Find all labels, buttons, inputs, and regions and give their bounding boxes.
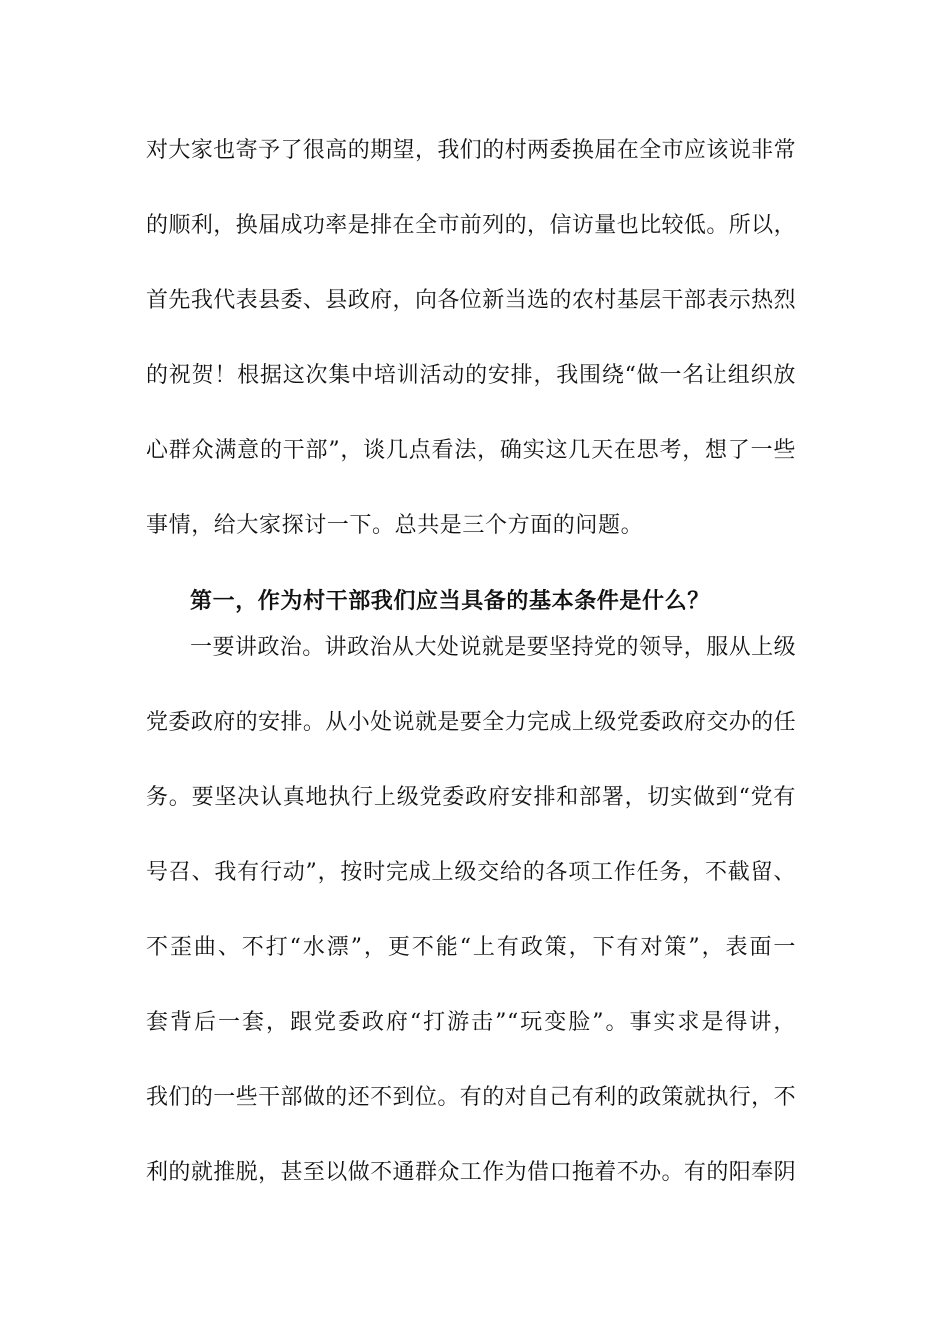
paragraph-1-line-6: 事情，给大家探讨一下。总共是三个方面的问题。 bbox=[146, 513, 644, 538]
section-paragraph-line-4: 号召、我有行动”，按时完成上级交给的各项工作任务，不截留、 bbox=[146, 860, 796, 885]
paragraph-1-line-5: 心群众满意的干部”，谈几点看法，确实这几天在思考，想了一些 bbox=[146, 438, 796, 463]
section-paragraph-line-5: 不歪曲、不打“水漂”，更不能“上有政策，下有对策”，表面一 bbox=[146, 935, 796, 960]
section-heading: 第一，作为村干部我们应当具备的基本条件是什么？ bbox=[190, 588, 710, 614]
paragraph-1-line-3: 首先我代表县委、县政府，向各位新当选的农村基层干部表示热烈 bbox=[146, 288, 796, 313]
section-paragraph-line-2: 党委政府的安排。从小处说就是要全力完成上级党委政府交办的任 bbox=[146, 710, 796, 735]
section-paragraph-line-6: 套背后一套，跟党委政府“打游击”“玩变脸”。事实求是得讲， bbox=[146, 1010, 796, 1035]
section-paragraph-line-7: 我们的一些干部做的还不到位。有的对自己有利的政策就执行，不 bbox=[146, 1085, 796, 1110]
paragraph-1-line-4: 的祝贺！根据这次集中培训活动的安排，我围绕“做一名让组织放 bbox=[146, 363, 796, 388]
paragraph-1-line-2: 的顺利，换届成功率是排在全市前列的，信访量也比较低。所以， bbox=[146, 213, 796, 238]
section-paragraph-line-3: 务。要坚决认真地执行上级党委政府安排和部署，切实做到“党有 bbox=[146, 785, 796, 810]
section-paragraph-line-1: 一要讲政治。讲政治从大处说就是要坚持党的领导，服从上级 bbox=[190, 635, 796, 660]
paragraph-1-line-1: 对大家也寄予了很高的期望，我们的村两委换届在全市应该说非常 bbox=[146, 138, 796, 163]
section-paragraph-line-8: 利的就推脱，甚至以做不通群众工作为借口拖着不办。有的阳奉阴 bbox=[146, 1160, 796, 1185]
